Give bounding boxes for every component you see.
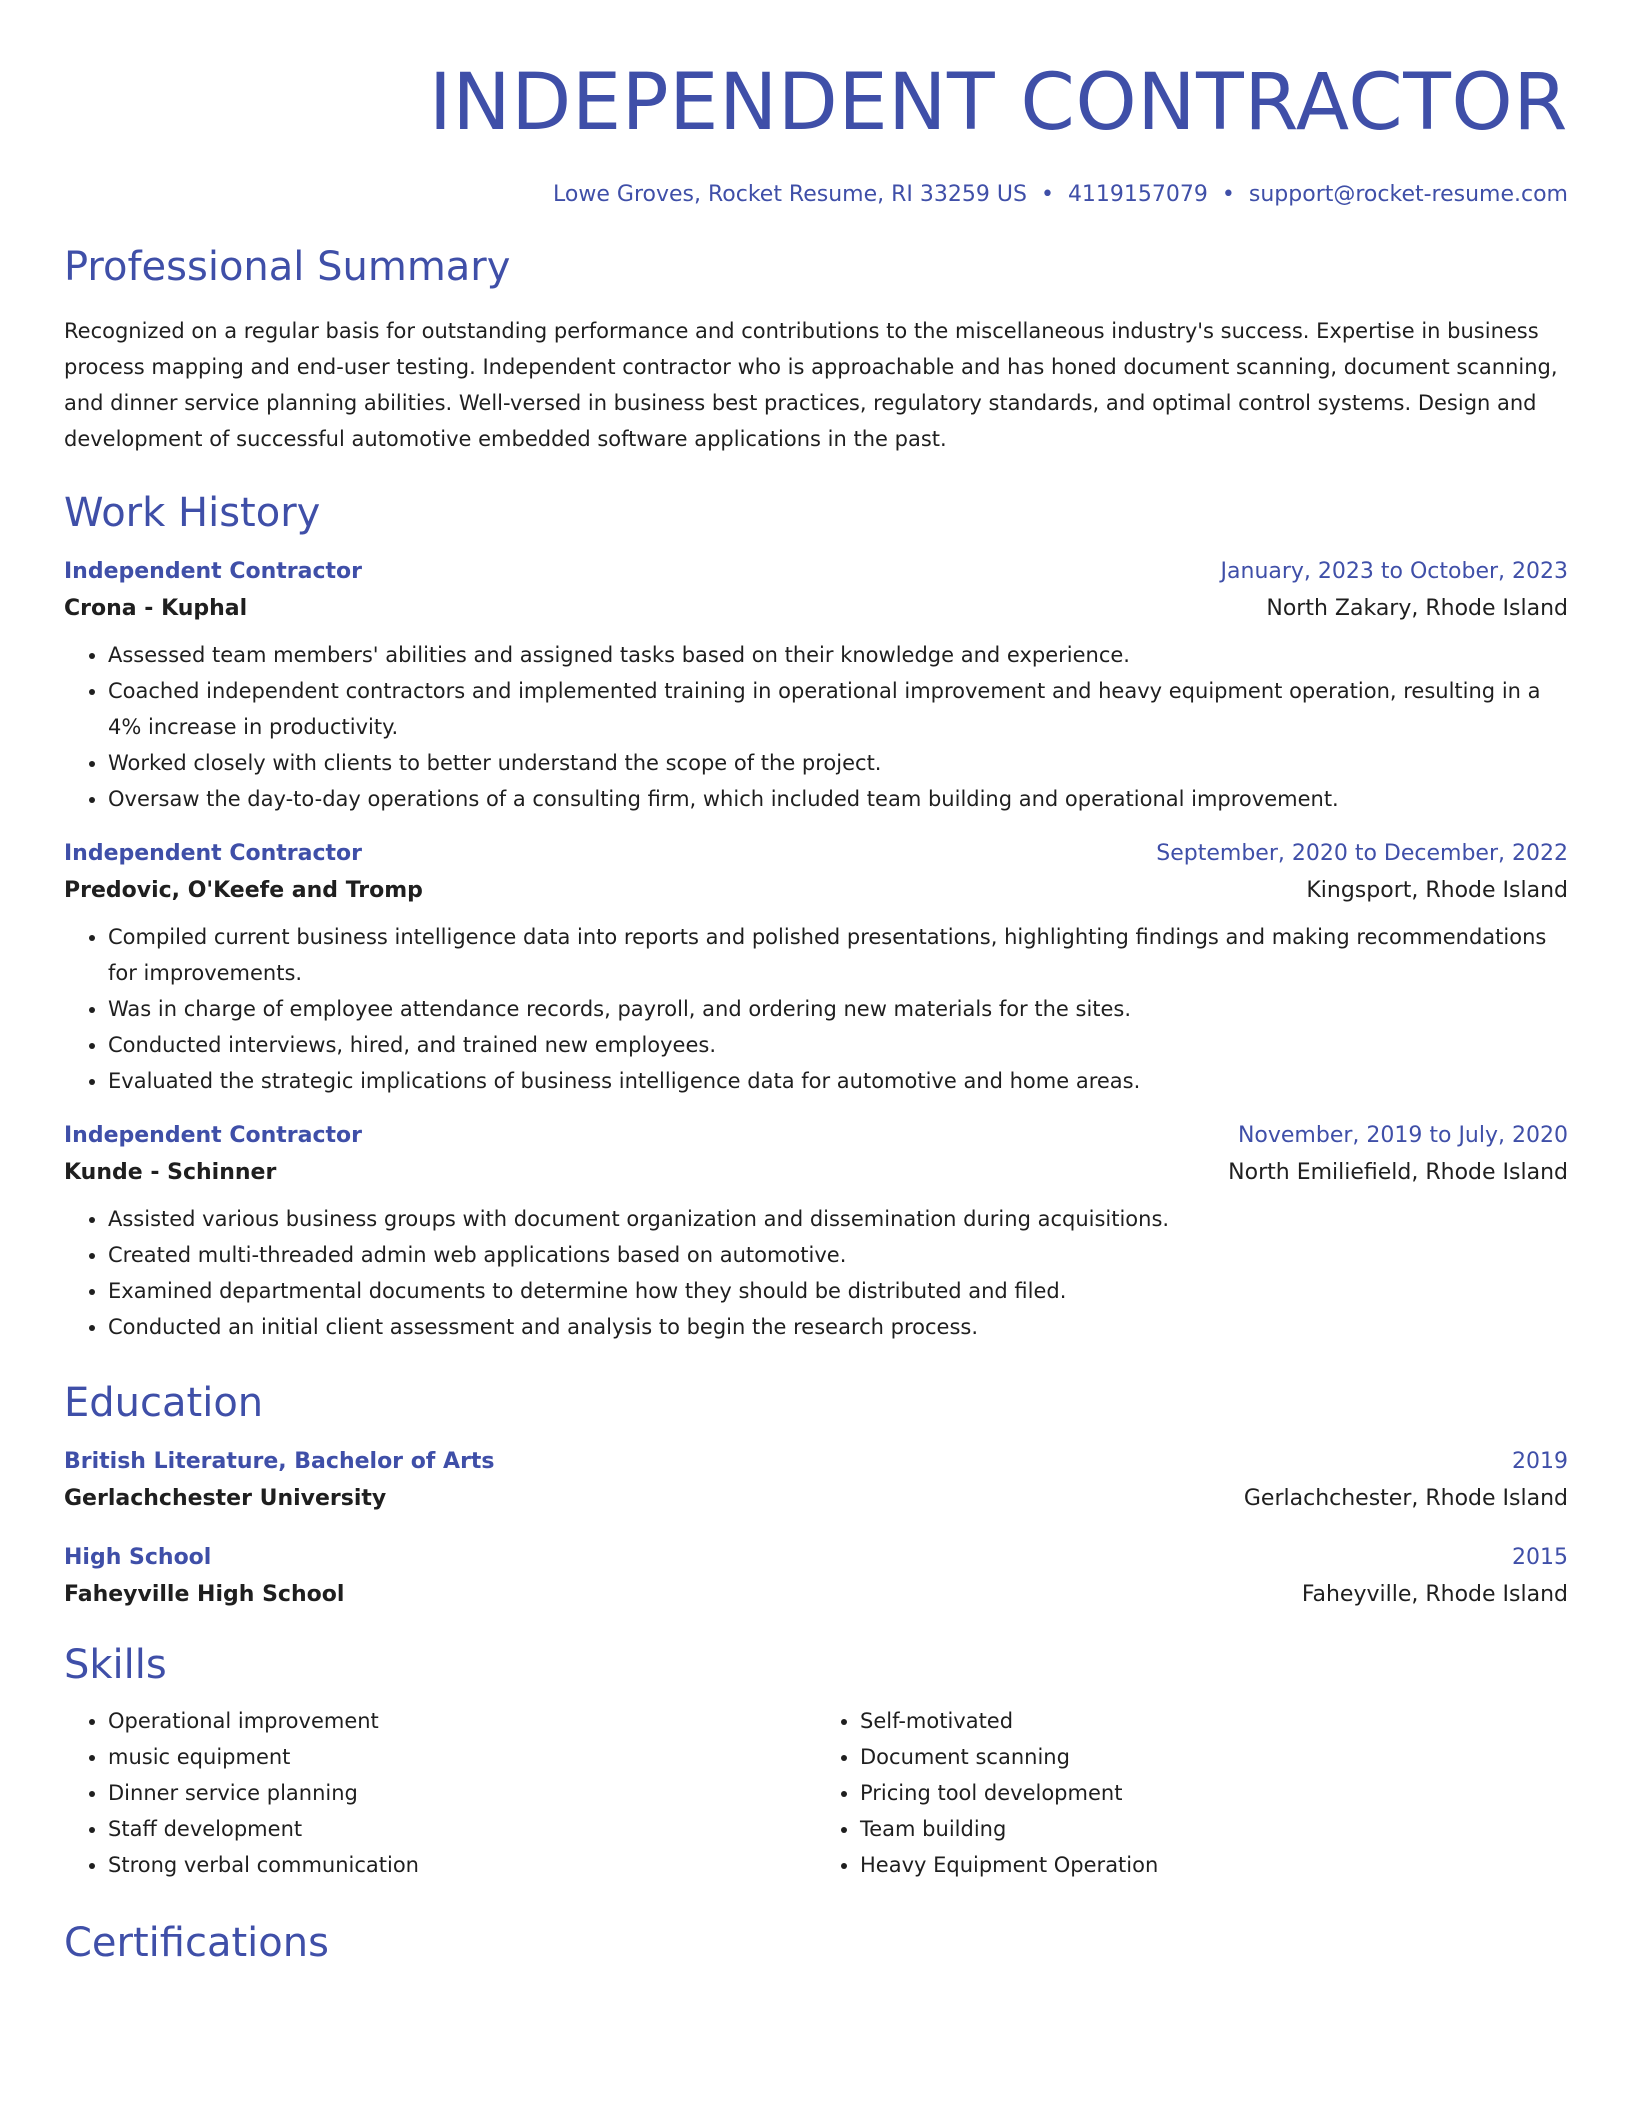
job-bullet: • Assisted various business groups with document organization and dissemination during acquisitions.	[108, 1201, 1568, 1237]
job-location: North Emiliefield, Rhode Island	[1228, 1160, 1568, 1185]
contact-line	[64, 182, 1568, 207]
job-dates: January, 2023 to October, 2023	[1220, 559, 1568, 584]
job-bullet: • Assessed team members' abilities and assigned tasks based on their knowledge and experience.	[108, 637, 1568, 673]
education-degree: British Literature, Bachelor of Arts	[64, 1449, 495, 1474]
education-location: Faheyville, Rhode Island	[1301, 1582, 1568, 1607]
job-bullet: • Conducted interviews, hired, and trained new employees.	[108, 1027, 1568, 1063]
job-dates: September, 2020 to December, 2022	[1156, 841, 1568, 866]
job-bullets	[64, 637, 1568, 817]
skill-item: • Strong verbal communication	[108, 1847, 816, 1883]
certifications-heading: Certifications	[64, 1920, 329, 1966]
job-entry	[64, 841, 1568, 1099]
job-title: Independent Contractor	[64, 559, 363, 584]
skill-item: • Dinner service planning	[108, 1775, 816, 1811]
job-bullet: • Compiled current business intelligence data into reports and polished presentations, highlighting findings and making recommendations for improvements.	[108, 919, 1568, 991]
skill-item: • Self-motivated	[860, 1703, 1568, 1739]
job-bullet: • Worked closely with clients to better understand the scope of the project.	[108, 745, 1568, 781]
job-entry	[64, 559, 1568, 817]
job-company: Predovic, O'Keefe and Tromp	[64, 878, 423, 903]
education-school: Gerlachchester University	[64, 1486, 387, 1511]
job-dates: November, 2019 to July, 2020	[1237, 1123, 1568, 1148]
skills-column-right	[816, 1703, 1568, 1883]
job-bullet: • Oversaw the day-to-day operations of a consulting firm, which included team building and operational improvement.	[108, 781, 1568, 817]
job-location: North Zakary, Rhode Island	[1266, 596, 1568, 621]
education-entry	[64, 1449, 1568, 1511]
work-history-heading: Work History	[64, 490, 321, 536]
education-year: 2015	[1512, 1545, 1568, 1570]
contact-email: support@rocket-resume.com	[1248, 182, 1568, 207]
skill-item: • Staff development	[108, 1811, 816, 1847]
skills-grid	[64, 1703, 1568, 1883]
education-year: 2019	[1512, 1449, 1568, 1474]
contact-phone: 4119157079	[1067, 182, 1208, 207]
contact-separator: •	[1221, 182, 1235, 207]
skill-item: • music equipment	[108, 1739, 816, 1775]
summary-text: Recognized on a regular basis for outstanding performance and contributions to the miscellaneous industry's success. Expertise in business process mapping and end-user testing. Independent contractor who is approachable and has honed document scanning, document scanning, and dinner service planning abilities. Well-versed in business best practices, regulatory standards, and optimal control systems. Design and development of successful automotive embedded software applications in the past.	[64, 319, 1558, 451]
contact-address: Lowe Groves, Rocket Resume, RI 33259 US	[553, 182, 1027, 207]
contact-separator: •	[1040, 182, 1054, 207]
job-bullet: • Evaluated the strategic implications of business intelligence data for automotive and home areas.	[108, 1063, 1568, 1099]
resume-name: INDEPENDENT CONTRACTOR	[428, 58, 1568, 148]
education-entry	[64, 1545, 1568, 1607]
job-entry	[64, 1123, 1568, 1345]
job-bullet: • Was in charge of employee attendance records, payroll, and ordering new materials for the sites.	[108, 991, 1568, 1027]
job-bullet: • Examined departmental documents to determine how they should be distributed and filed.	[108, 1273, 1568, 1309]
skill-item: • Pricing tool development	[860, 1775, 1568, 1811]
skill-item: • Document scanning	[860, 1739, 1568, 1775]
job-location: Kingsport, Rhode Island	[1306, 878, 1568, 903]
education-heading: Education	[64, 1380, 264, 1426]
skills-heading: Skills	[64, 1642, 167, 1688]
education-degree: High School	[64, 1545, 212, 1570]
skill-item: • Heavy Equipment Operation	[860, 1847, 1568, 1883]
job-bullet: • Coached independent contractors and implemented training in operational improvement and heavy equipment operation, resulting in a 4% increase in productivity.	[108, 673, 1568, 745]
skills-column-left	[64, 1703, 816, 1883]
job-bullets	[64, 919, 1568, 1099]
job-company: Kunde - Schinner	[64, 1160, 277, 1185]
skill-item: • Operational improvement	[108, 1703, 816, 1739]
summary-heading: Professional Summary	[64, 244, 511, 290]
job-bullets	[64, 1201, 1568, 1345]
education-school: Faheyville High School	[64, 1582, 345, 1607]
job-bullet: • Conducted an initial client assessment and analysis to begin the research process.	[108, 1309, 1568, 1345]
job-title: Independent Contractor	[64, 1123, 363, 1148]
job-bullet: • Created multi-threaded admin web applications based on automotive.	[108, 1237, 1568, 1273]
job-title: Independent Contractor	[64, 841, 363, 866]
job-company: Crona - Kuphal	[64, 596, 248, 621]
education-location: Gerlachchester, Rhode Island	[1243, 1486, 1568, 1511]
skill-item: • Team building	[860, 1811, 1568, 1847]
